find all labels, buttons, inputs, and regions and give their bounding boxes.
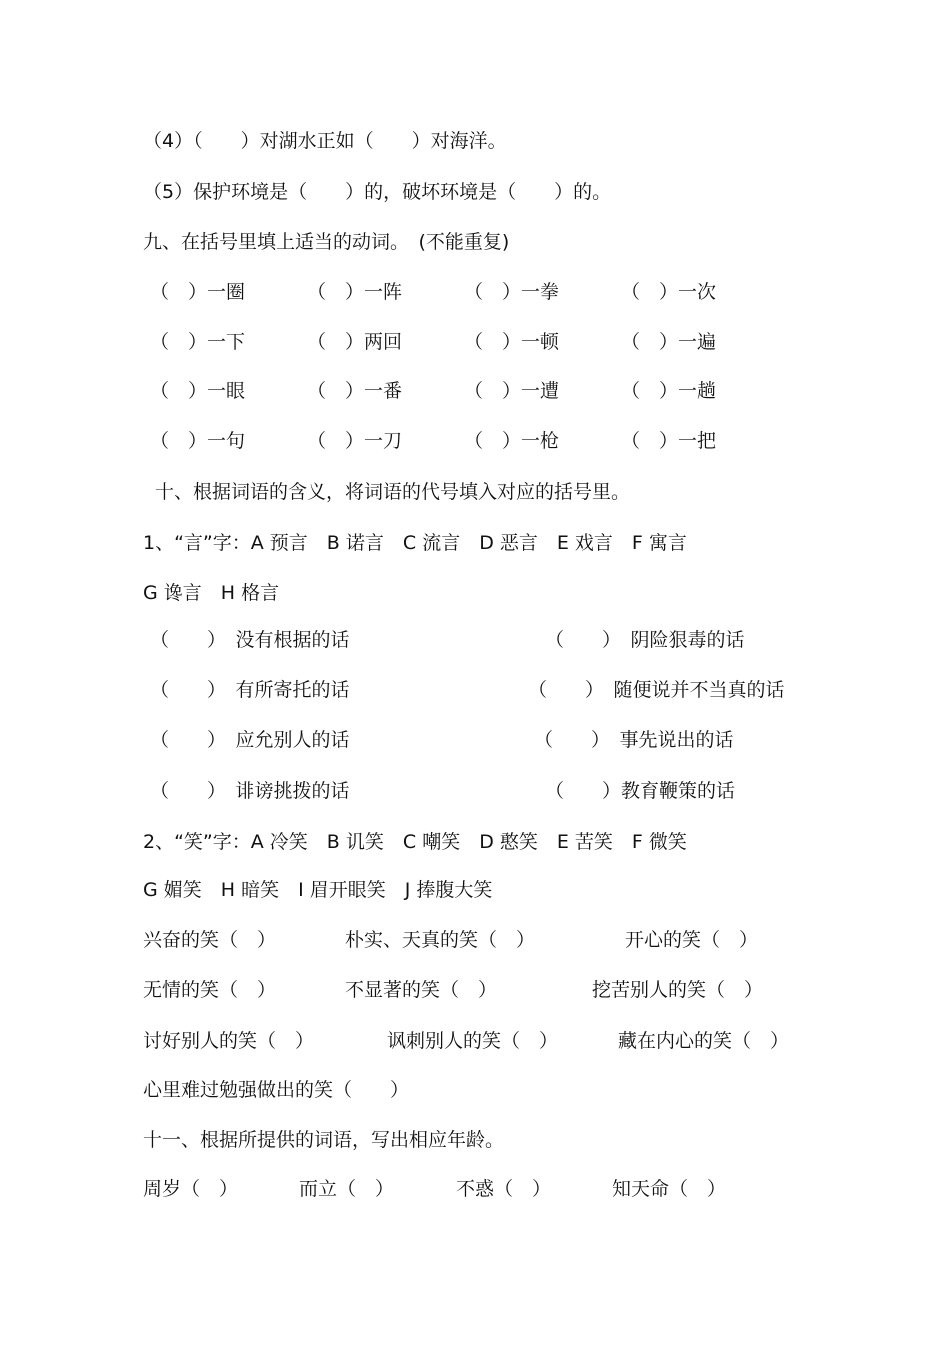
verb-item: （ ）一下 — [150, 331, 246, 353]
line-5: （5）保护环境是（ ）的，破坏环境是（ ）的。 — [143, 181, 612, 203]
yan-options-cont: G 谗言 H 格言 — [143, 582, 280, 604]
xiao-item-last: 心里难过勉强做出的笑（ ） — [143, 1079, 410, 1101]
verb-item: （ ）一刀 — [307, 430, 403, 452]
age-item: 不惑（ ） — [456, 1178, 552, 1200]
yan-item: （ ） 随便说并不当真的话 — [528, 679, 785, 701]
age-item: 知天命（ ） — [612, 1178, 727, 1200]
verb-item: （ ）一眼 — [150, 380, 246, 402]
yan-item: （ ） 没有根据的话 — [150, 629, 350, 651]
section-9-title: 九、在括号里填上适当的动词。 (不能重复) — [143, 231, 510, 253]
xiao-item: 不显著的笑（ ） — [345, 979, 498, 1001]
yan-item: （ ）教育鞭策的话 — [545, 780, 736, 802]
verb-item: （ ）一阵 — [307, 281, 403, 303]
xiao-item: 讽刺别人的笑（ ） — [387, 1030, 559, 1052]
xiao-item: 藏在内心的笑（ ） — [618, 1030, 790, 1052]
xiao-item: 开心的笑（ ） — [625, 929, 759, 951]
line-4: （4）（ ）对湖水正如（ ）对海洋。 — [143, 130, 507, 152]
verb-item: （ ）一句 — [150, 430, 246, 452]
verb-item: （ ）一次 — [621, 281, 717, 303]
xiao-options: 2、“笑”字：A 冷笑 B 讥笑 C 嘲笑 D 憨笑 E 苦笑 F 微笑 — [143, 831, 687, 853]
xiao-item: 兴奋的笑（ ） — [143, 929, 277, 951]
age-item: 周岁（ ） — [143, 1178, 239, 1200]
xiao-options-cont: G 媚笑 H 暗笑 I 眉开眼笑 J 捧腹大笑 — [143, 879, 493, 901]
verb-item: （ ）一遭 — [464, 380, 560, 402]
yan-item: （ ） 诽谤挑拨的话 — [150, 780, 350, 802]
xiao-item: 讨好别人的笑（ ） — [143, 1030, 315, 1052]
xiao-item: 朴实、天真的笑（ ） — [345, 929, 536, 951]
verb-item: （ ）一把 — [621, 430, 717, 452]
yan-item: （ ） 有所寄托的话 — [150, 679, 350, 701]
verb-item: （ ）一枪 — [464, 430, 560, 452]
yan-options: 1、“言”字：A 预言 B 诺言 C 流言 D 恶言 E 戏言 F 寓言 — [143, 532, 687, 554]
verb-item: （ ）两回 — [307, 331, 403, 353]
verb-item: （ ）一圈 — [150, 281, 246, 303]
age-item: 而立（ ） — [299, 1178, 395, 1200]
yan-item: （ ） 阴险狠毒的话 — [545, 629, 745, 651]
section-11-title: 十一、根据所提供的词语，写出相应年龄。 — [143, 1129, 505, 1151]
verb-item: （ ）一趟 — [621, 380, 717, 402]
verb-item: （ ）一番 — [307, 380, 403, 402]
yan-item: （ ） 应允别人的话 — [150, 729, 350, 751]
verb-item: （ ）一顿 — [464, 331, 560, 353]
yan-item: （ ） 事先说出的话 — [534, 729, 734, 751]
verb-item: （ ）一拳 — [464, 281, 560, 303]
xiao-item: 挖苦别人的笑（ ） — [592, 979, 764, 1001]
xiao-item: 无情的笑（ ） — [143, 979, 277, 1001]
verb-item: （ ）一遍 — [621, 331, 717, 353]
section-10-title: 十、根据词语的含义，将词语的代号填入对应的括号里。 — [155, 481, 631, 503]
